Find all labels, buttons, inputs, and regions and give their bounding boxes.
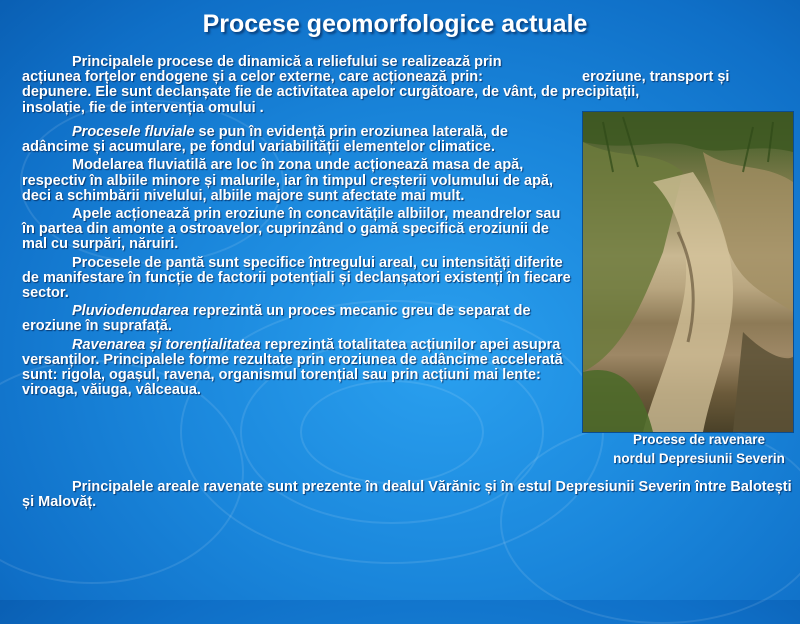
paragraph-apele: Apele acționează prin eroziune în concavitățile albiilor, meandrelor sau în partea din amonte a ostroavelor, cuprinzând o gamă specifică eroziunii de mal cu surpări, năruiri. (22, 206, 561, 253)
paragraph-panta (22, 256, 574, 302)
text-procese-panta: sunt specifice întregului areal, cu intensități diferite de manifestare în funcție de factorii potențiali și declanșatori existenți în fiecare sector. (22, 254, 571, 302)
intro-line-2a: acțiunea forțelor endogene și a celor externe, care acționează prin: (22, 69, 483, 86)
intro-line-2b: eroziune, transport și (582, 69, 730, 86)
paragraph-modelare: Modelarea fluviatilă are loc în zona unde acționează masa de apă, respectiv în albiile minore și malurile, iar în timpul creșterii volumului de apă, deci a schimbării nivelului, albiile majore sunt afectate mai mult. (22, 157, 554, 204)
intro-line-2 (22, 70, 800, 85)
paragraph-areale-ravenate: Principalele areale ravenate sunt prezente în dealul Vărănic și în estul Depresiunii Severin între Balotești și Malovăț. (22, 479, 792, 511)
paragraph-ravenarea (22, 338, 574, 399)
bottom-paragraph (22, 480, 800, 510)
text-ravenarea: reprezintă totalitatea acțiunilor apei asupra versanților. Principalele forme rezultate prin eroziunea de adâncime accelerată sunt: rigola, ogașul, ravena, organismul torențial sau prin acțiuni mai lente: viroaga, văiuga, vâlceaua. (22, 336, 563, 399)
main-column (22, 125, 574, 398)
photo-caption (598, 430, 800, 468)
intro-line-3 (22, 85, 800, 100)
term-pluviodenudarea: Pluviodenudarea (72, 303, 189, 320)
term-procese-panta: Procesele de pantă (72, 254, 205, 271)
text-procese-fluviale: se pun în evidență prin eroziunea laterală, de adâncime și acumulare, pe fondul variabilității elementelor climatice. (22, 124, 508, 156)
paragraph-pluviodenudarea (22, 304, 574, 334)
intro-line-3a: depunere. Ele sunt declanșate fie de activitatea apelor curgătoare, (22, 84, 479, 101)
intro-line-3b: de vânt, de precipitații, (482, 84, 640, 101)
intro-line-4: insolație, fie de intervenția omului . (22, 99, 264, 116)
intro-block (22, 55, 800, 116)
page-title: Procese geomorfologice actuale (202, 10, 588, 38)
photo-caption-line-1: Procese de ravenare (632, 432, 766, 447)
text-pluviodenudarea: reprezintă un proces mecanic greu de separat de eroziune în suprafață. (22, 303, 531, 335)
ravine-photo (582, 111, 794, 433)
term-procese-fluviale: Procesele fluviale (72, 124, 195, 140)
paragraph-fluviale (22, 125, 574, 155)
ravine-photo-illustration (583, 112, 793, 432)
intro-line-1: Principalele procese de dinamică a reliefului se realizează prin (72, 54, 502, 70)
photo-caption-line-2: nordul Depresiunii Severin (613, 451, 785, 466)
term-ravenarea: Ravenarea și torențialitatea (72, 336, 261, 353)
